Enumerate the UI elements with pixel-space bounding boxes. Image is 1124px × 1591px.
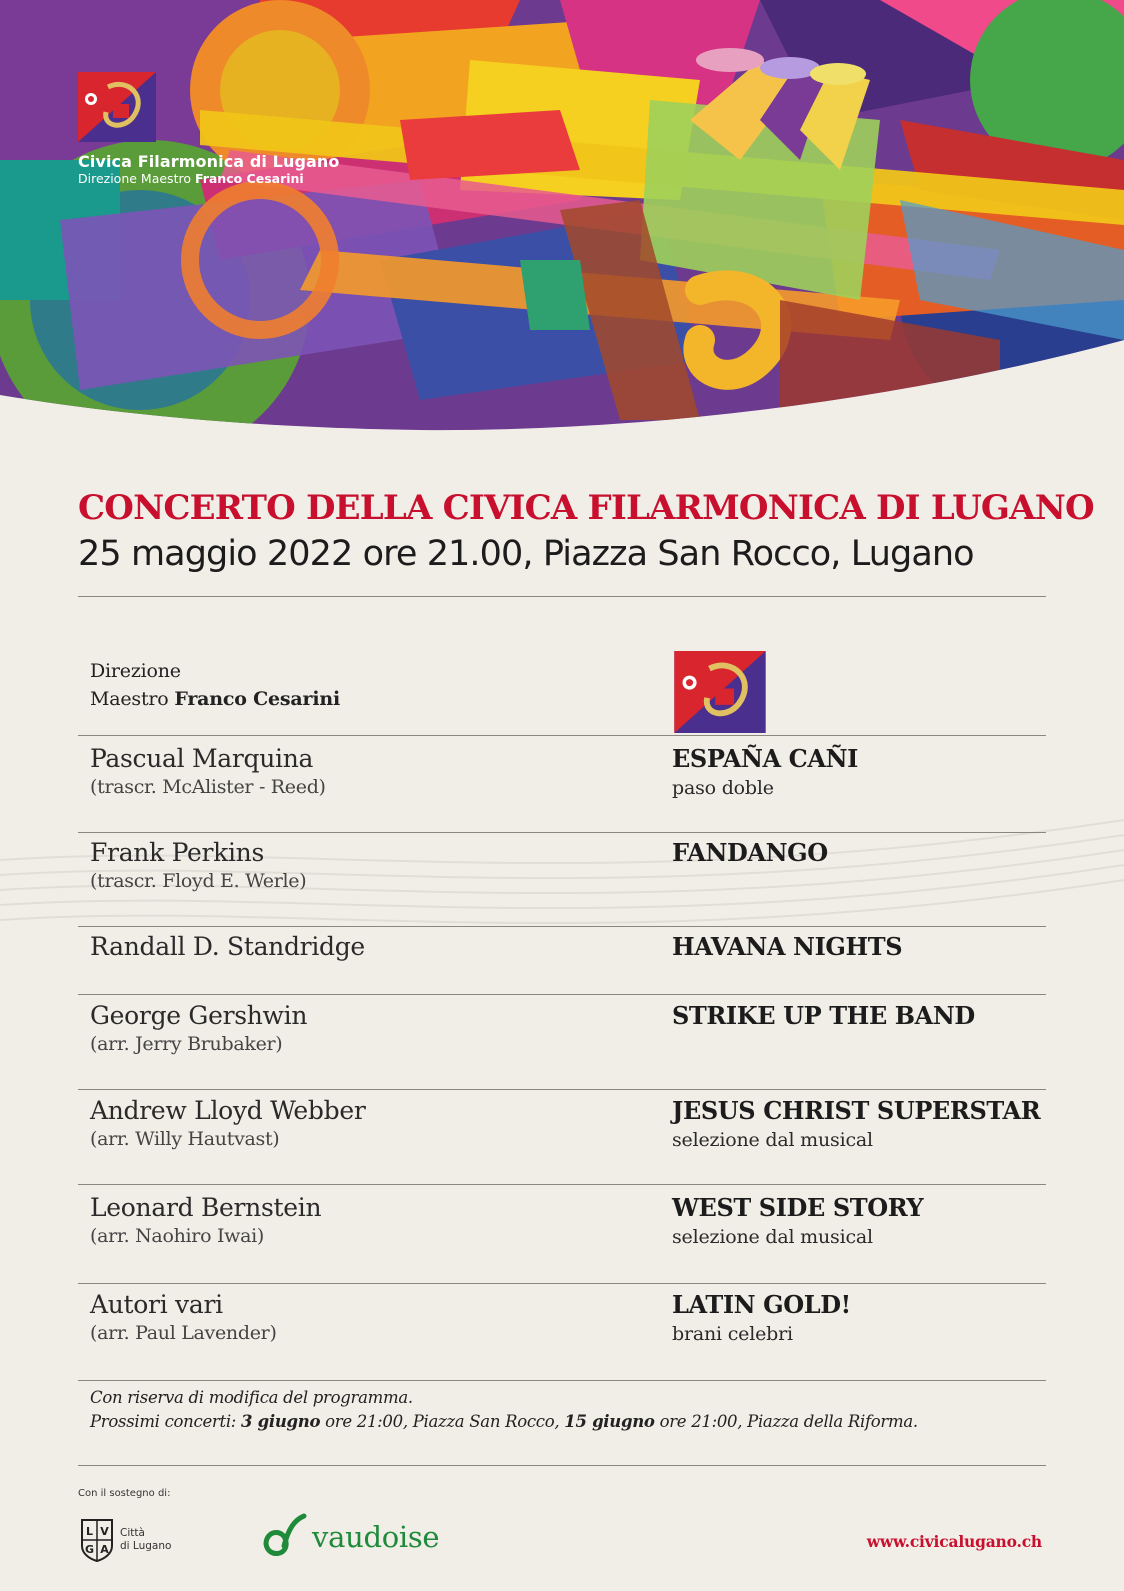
direction-conductor [90, 685, 650, 713]
arrangement: (arr. Willy Hautvast) [90, 1128, 280, 1150]
direction-row [78, 657, 1046, 727]
piece-title: HAVANA NIGHTS [672, 932, 903, 961]
divider [78, 994, 1046, 995]
piece-title: LATIN GOLD! [672, 1290, 851, 1319]
svg-text:L: L [85, 1525, 94, 1538]
notes-line-1: Con riserva di modifica del programma. [90, 1388, 413, 1407]
notes-place-2: ore 21:00, Piazza della Riforma. [654, 1412, 918, 1431]
direction-label: Direzione [90, 660, 181, 682]
notes-prefix: Prossimi concerti: [90, 1412, 242, 1431]
piece-title: JESUS CHRIST SUPERSTAR [672, 1096, 1041, 1125]
divider [78, 832, 1046, 833]
piece-note: selezione dal musical [672, 1129, 873, 1151]
notes-date-1: 3 giugno [241, 1412, 321, 1431]
divider [78, 1465, 1046, 1466]
lugano-shield-icon [80, 1518, 114, 1562]
composer: Andrew Lloyd Webber [90, 1096, 366, 1125]
filarmonica-logo-icon [78, 72, 156, 142]
arrangement: (trascr. McAlister - Reed) [90, 776, 326, 798]
direction-text [90, 657, 650, 713]
website-link[interactable]: www.civicalugano.ch [866, 1532, 1042, 1551]
divider [78, 1089, 1046, 1090]
svg-text:G: G [84, 1543, 95, 1556]
notes-date-2: 15 giugno [564, 1412, 655, 1431]
composer: Randall D. Standridge [90, 932, 365, 961]
program-left [90, 1001, 650, 1057]
program-right [672, 932, 1052, 962]
citta-di-lugano-logo [80, 1516, 171, 1564]
composer: George Gershwin [90, 1001, 308, 1030]
composer: Pascual Marquina [90, 744, 314, 773]
brand-name: Civica Filarmonica di Lugano [78, 152, 340, 171]
arrangement: (arr. Jerry Brubaker) [90, 1033, 283, 1055]
brand-direction-prefix: Direzione Maestro [78, 171, 195, 186]
concert-title: CONCERTO DELLA CIVICA FILARMONICA DI LUGANO [78, 488, 1094, 528]
program-left [90, 932, 650, 962]
program-left [90, 838, 650, 894]
hero-artwork [0, 0, 1124, 440]
notes-line-2 [90, 1410, 918, 1434]
piece-note: selezione dal musical [672, 1226, 873, 1248]
piece-note: brani celebri [672, 1323, 793, 1345]
composer: Leonard Bernstein [90, 1193, 322, 1222]
program-right [672, 744, 1052, 802]
piece-note: paso doble [672, 777, 774, 799]
program-left [90, 1290, 650, 1346]
concert-date-location: 25 maggio 2022 ore 21.00, Piazza San Rocco, Lugano [78, 534, 974, 574]
brand-direction [78, 171, 340, 186]
divider [78, 596, 1046, 597]
program-right [672, 1193, 1052, 1251]
svg-text:A: A [100, 1543, 109, 1556]
lugano-line-2: di Lugano [120, 1540, 172, 1552]
arrangement: (arr. Naohiro Iwai) [90, 1225, 265, 1247]
lugano-text [120, 1527, 171, 1553]
program-right [672, 1096, 1052, 1154]
program-left [90, 1193, 650, 1249]
piece-title: ESPAÑA CAÑI [672, 744, 858, 773]
program-right [672, 1001, 1052, 1031]
vaudoise-logo [258, 1512, 439, 1562]
piece-title: WEST SIDE STORY [672, 1193, 924, 1222]
composer: Autori vari [90, 1290, 223, 1319]
piece-title: STRIKE UP THE BAND [672, 1001, 975, 1030]
program-left [90, 1096, 650, 1152]
vaudoise-text: vaudoise [312, 1520, 440, 1554]
svg-text:V: V [100, 1525, 109, 1538]
program-left [90, 744, 650, 800]
divider [78, 735, 1046, 736]
divider [78, 1184, 1046, 1185]
abstract-trumpet-illustration [0, 0, 1124, 440]
filarmonica-logo-small-icon [674, 651, 766, 733]
direction-name: Franco Cesarini [174, 688, 341, 710]
divider [78, 926, 1046, 927]
divider [78, 1380, 1046, 1381]
lugano-line-1: Città [120, 1527, 145, 1539]
brand-direction-name: Franco Cesarini [194, 171, 304, 186]
brand-header [78, 72, 340, 186]
arrangement: (arr. Paul Lavender) [90, 1322, 277, 1344]
composer: Frank Perkins [90, 838, 265, 867]
vaudoise-leaf-icon [258, 1512, 308, 1562]
program-notes [90, 1386, 918, 1434]
notes-place-1: ore 21:00, Piazza San Rocco, [320, 1412, 565, 1431]
direction-prefix: Maestro [90, 688, 175, 710]
program-right [672, 1290, 1052, 1348]
piece-title: FANDANGO [672, 838, 828, 867]
divider [78, 1283, 1046, 1284]
program-right [672, 838, 1052, 868]
arrangement: (trascr. Floyd E. Werle) [90, 870, 307, 892]
support-label: Con il sostegno di: [78, 1488, 171, 1499]
